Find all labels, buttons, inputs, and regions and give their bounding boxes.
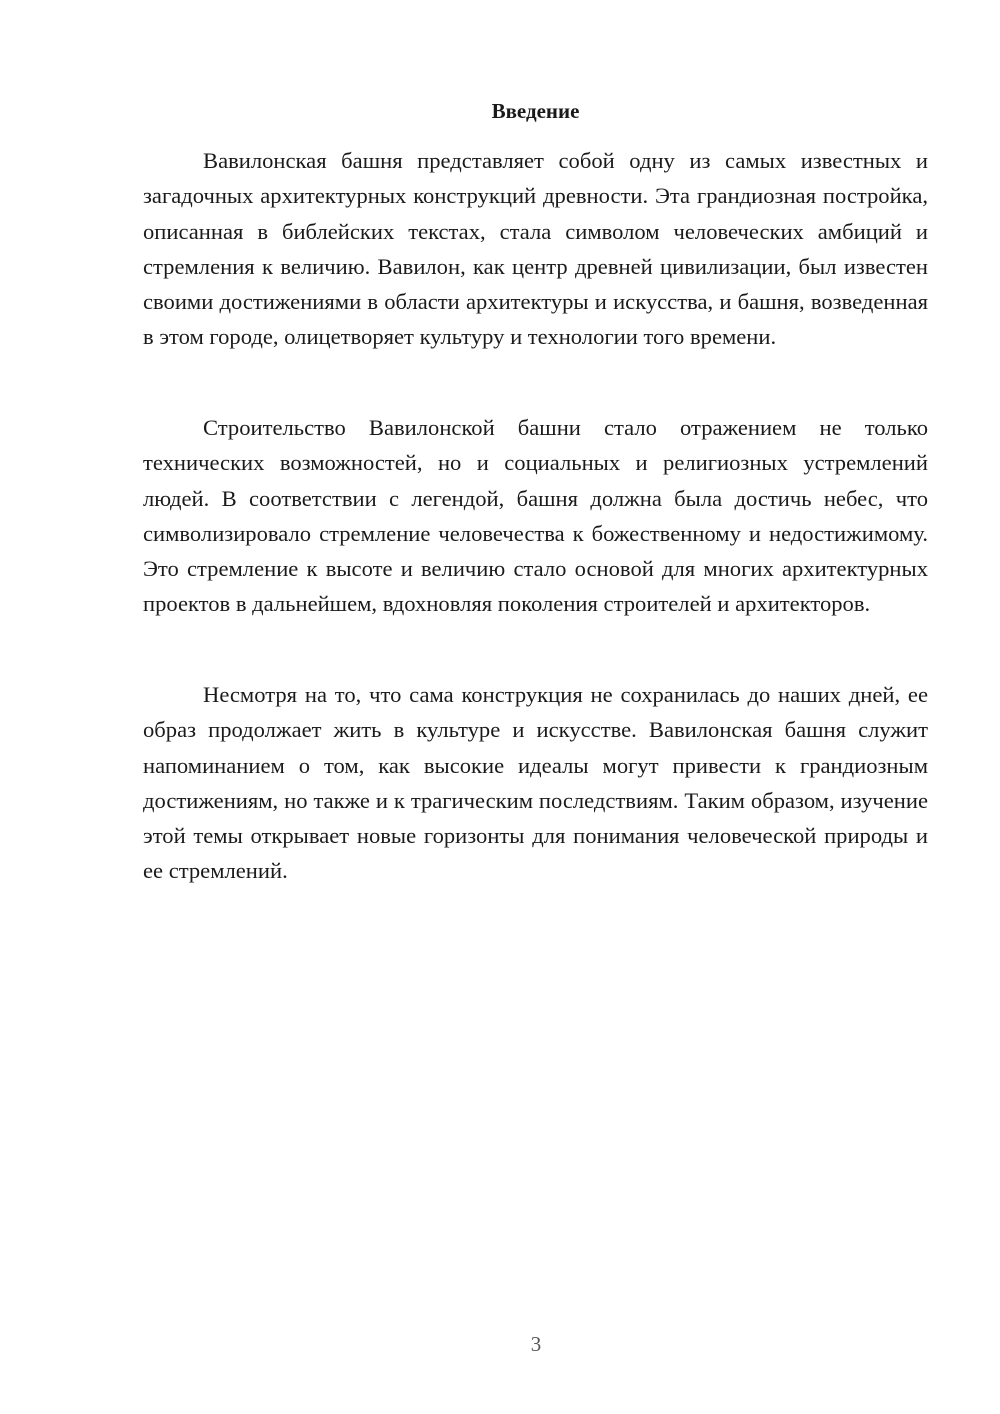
paragraph-2: Строительство Вавилонской башни стало отражением не только технических возможностей, но и социальных и религиозных устремлений людей. В соответствии с легендой, башня должна была достичь небес, что символизировало стремление человечества к божественному и недостижимому. Это стремление к высоте и величию стало основой для многих архитектурных проектов в дальнейшем, вдохновляя поколения строителей и архитекторов. — [143, 415, 928, 617]
page-number: 3 — [530, 1332, 542, 1356]
paragraph-1: Вавилонская башня представляет собой одну из самых известных и загадочных архитектурных конструкций древности. Эта грандиозная постройка, описанная в библейских текстах, стала символом человеческих амбиций и стремления к величию. Вавилон, как центр древней цивилизации, был известен своими достижениями в области архитектуры и искусства, и башня, возведенная в этом городе, олицетворяет культуру и технологии того времени. — [143, 148, 928, 350]
paragraph-3: Несмотря на то, что сама конструкция не сохранилась до наших дней, ее образ продолжает жить в культуре и искусстве. Вавилонская башня служит напоминанием о том, как высокие идеалы могут привести к грандиозным достижениям, но также и к трагическим последствиям. Таким образом, изучение этой темы открывает новые горизонты для понимания человеческой природы и ее стремлений. — [143, 682, 928, 884]
section-title: Введение — [491, 99, 580, 123]
